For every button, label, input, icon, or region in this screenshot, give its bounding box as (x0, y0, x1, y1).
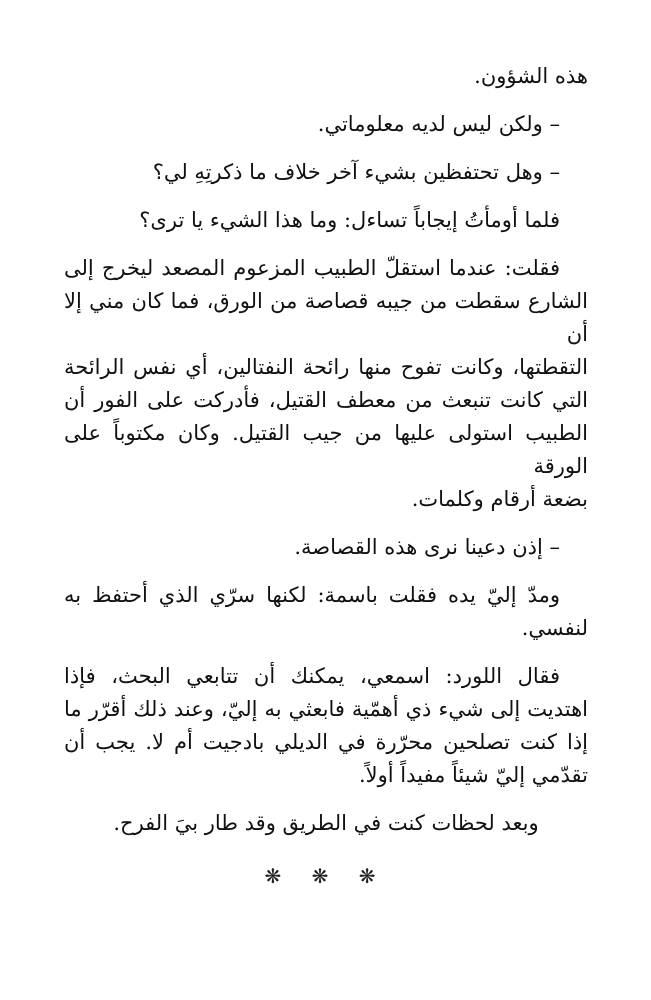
text-line: وبعد لحظات كنت في الطريق وقد طار بيَ الفرح. (113, 811, 539, 835)
text-line: فقال اللورد: اسمعي، يمكنك أن تتابعي البحث، فإذا (64, 664, 560, 688)
paragraph-dialogue (64, 156, 588, 189)
text-line: ومدّ إليّ يده فقلت باسمة: لكنها سرّي الذي أحتفظ به (64, 583, 560, 607)
text-line: التقطتها، وكانت تفوح منها رائحة النفتالين، أي نفس الرائحة (64, 355, 588, 379)
text-line: التي كانت تنبعث من معطف القتيل، فأدركت على الفور أن (64, 388, 588, 412)
text-line: فقلت: عندما استقلّ الطبيب المزعوم المصعد ليخرج إلى (64, 256, 560, 280)
paragraph-narration (64, 252, 588, 516)
section-break-ornament: ❋ ❋ ❋ (264, 864, 388, 888)
text-line: الطبيب استولى عليها من جيب القتيل. وكان مكتوباً على الورقة (64, 421, 588, 478)
paragraph-narration (64, 807, 588, 840)
text-line: تقدّمي إليّ شيئاً مفيداً أولاً. (358, 763, 588, 787)
text-line: – ولكن ليس لديه معلوماتي. (317, 112, 560, 136)
text-line: فلما أومأتُ إيجاباً تساءل: وما هذا الشيء يا ترى؟ (139, 208, 560, 232)
text-line: الشارع سقطت من جيبه قصاصة من الورق، فما كان مني إلا أن (64, 289, 588, 346)
text-line: اهتديت إلى شيء ذي أهمّية فابعثي به إليّ، وعند ذلك أقرّر ما (64, 697, 588, 721)
paragraph-dialogue (64, 531, 588, 564)
text-line: – وهل تحتفظين بشيء آخر خلاف ما ذكرتِهِ لي؟ (152, 160, 560, 184)
paragraph-continuation (64, 60, 588, 93)
text-line: لنفسي. (521, 616, 588, 640)
paragraph-narration (64, 204, 588, 237)
paragraph-dialogue (64, 108, 588, 141)
paragraph-narration (64, 660, 588, 792)
text-line: – إذن دعينا نرى هذه القصاصة. (294, 535, 560, 559)
text-line: إذا كنت تصلحين محرّرة في الديلي بادجيت أم لا. يجب أن (64, 730, 588, 754)
book-page (64, 60, 588, 893)
text-line: بضعة أرقام وكلمات. (411, 487, 588, 511)
paragraph-narration (64, 579, 588, 645)
text-line: هذه الشؤون. (474, 64, 588, 88)
